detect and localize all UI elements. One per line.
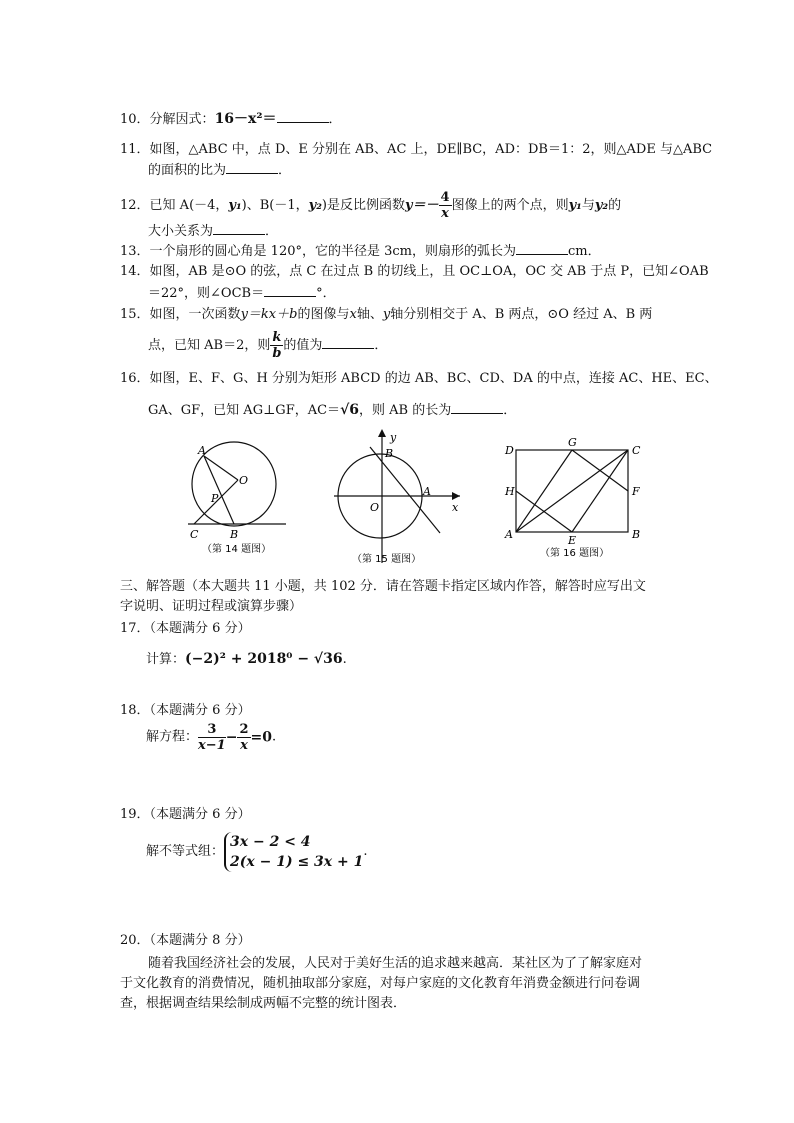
question-number: 16． [120,371,150,386]
question-text: 如图，一次函数 [149,307,241,322]
punct: . [342,652,347,667]
label-b: B [230,528,239,541]
fraction-denominator: x [240,738,248,753]
math-var: y₁ [228,198,242,213]
label-f: F [632,485,640,498]
question-text: 的图像与 [297,307,350,322]
fraction-denominator: x−1 [198,738,226,753]
label-o: O [239,474,249,487]
label-y: y [390,431,397,444]
question-text: GA、GF，已知 AG⊥GF，AC＝ [148,403,341,418]
fraction-denominator: b [272,346,282,361]
question-text: 已知 A(－4， [149,198,229,213]
question-20-text: 查，根据调查结果绘制成两幅不完整的统计图表． [120,996,407,1011]
question-text: 点，已知 AB＝2，则 [148,338,271,353]
label-g: G [568,436,577,449]
question-text: 与 [581,198,595,213]
fraction-denominator: x [441,206,449,221]
question-20-text: 随着我国经济社会的发展，人民对于美好生活的追求越来越高．某社区为了了解家庭对 [148,956,643,971]
math-var: x [349,307,357,322]
math-fraction [237,722,250,753]
question-text: 的面积的比为 [148,163,227,178]
section-heading-line2 [120,598,302,616]
label-p: P [211,492,219,505]
inequality-2: 2(x − 1) ≤ 3x + 1 [230,854,364,870]
punct: ． [265,224,279,239]
question-text: 解方程： [146,729,199,745]
question-text: )、B(－1， [241,198,309,213]
question-14-line2 [148,284,336,303]
math-var: y₂ [308,198,322,213]
math-operator: − [225,729,238,746]
figure-16 [502,436,652,562]
question-number: 14． [120,264,150,279]
figure-caption: （第 16 题图） [540,548,610,559]
math-var: y [382,307,391,322]
question-number: 12． [120,198,150,213]
label-b: B [632,528,641,541]
question-text: 轴、 [356,307,383,322]
question-16-line1 [120,370,718,388]
question-text: )是反比例函数 [321,198,405,213]
question-11-line2 [148,161,291,180]
answer-blank[interactable] [322,336,374,349]
y-axis-arrow [378,429,386,437]
math-var: y₁ [568,198,582,213]
question-number: 13． [120,244,150,259]
math-fraction [270,330,283,361]
question-text: 解不等式组： [146,844,225,859]
question-18-header: 18．（本题满分 6 分） [120,703,251,718]
label-x: x [452,501,459,514]
segment-ac [516,450,628,532]
math-var: y₂ [594,198,609,213]
segment-ag [516,450,572,532]
question-17-header: 17．（本题满分 6 分） [120,621,251,636]
question-text: 如图，E、F、G、H 分别为矩形 ABCD 的边 AB、BC、CD、DA 的中点，连接 AC、HE、EC、 [149,371,718,386]
math-expression: √6 [340,402,360,418]
answer-blank[interactable] [226,161,278,174]
answer-blank[interactable] [277,110,329,123]
question-11-line1 [120,141,712,159]
fraction-numerator: k [272,330,282,345]
label-a: A [505,528,513,541]
question-13 [120,242,601,261]
question-19-header: 19．（本题满分 6 分） [120,807,251,822]
question-10 [120,110,342,129]
question-text: ＝22°，则∠OCB＝ [148,286,265,301]
fraction-numerator: 2 [239,722,249,737]
question-20-text: 于文化教育的消费情况，随机抽取部分家庭，对每户家庭的文化教育年消费金额进行问卷调 [120,976,641,991]
answer-blank[interactable] [264,284,316,297]
question-text: 的 [608,198,622,213]
question-number: 15． [120,307,150,322]
question-text: 计算： [146,652,186,667]
math-expression: =0 [250,729,272,746]
label-a: A [198,444,206,457]
segment-ec [572,450,628,532]
math-expression: (−2)² + 2018⁰ − √36 [185,651,343,667]
x-axis-arrow [452,492,460,500]
section-text: 三、解答题（本大题共 11 小题，共 102 分．请在答题卡指定区域内作答，解答时应写出文 [120,579,646,594]
punct: . [271,729,277,745]
question-text: 一个扇形的圆心角是 120°，它的半径是 3cm，则扇形的弧长为 [149,244,517,259]
figure-caption: （第 15 题图） [352,554,422,565]
question-17-body [146,650,347,669]
inequality-system [224,832,363,872]
label-o: O [370,501,380,514]
question-text: ，则 AB 的长为 [359,403,452,418]
math-fraction [198,722,226,753]
section-heading [120,578,646,596]
section-text: 字说明、证明过程或演算步骤） [120,599,303,614]
question-14-line1 [120,263,709,281]
math-fraction [439,190,452,221]
label-h: H [505,485,515,498]
punct: cm． [568,244,601,259]
question-15-line2 [148,330,387,361]
label-e: E [568,534,577,547]
fraction-numerator: 4 [440,190,450,205]
question-text: 分解因式： [149,112,215,127]
punct: °． [316,286,336,301]
question-text: 轴分别相交于 A、B 两点，⊙O 经过 A、B 两 [390,307,653,322]
math-expression: y＝kx＋b [240,307,298,322]
question-text: 如图，△ABC 中，点 D、E 分别在 AB、AC 上，DE∥BC，AD：DB＝1：2，则△ADE 与△ABC [149,142,713,157]
question-text: 大小关系为 [148,224,214,239]
label-d: D [505,444,514,457]
punct: . [363,844,368,859]
question-12-line2 [148,222,278,241]
answer-blank[interactable] [451,401,503,414]
question-number: 10． [120,112,150,127]
figure-15 [330,425,470,567]
question-text: 图像上的两个点，则 [451,198,569,213]
label-c: C [632,444,641,457]
inequality-1: 3x − 2 < 4 [230,834,311,850]
question-19-body [146,832,368,872]
figure-14 [186,438,298,560]
answer-blank[interactable] [213,222,265,235]
punct: ． [374,338,388,353]
label-c: C [190,528,199,541]
math-expression: 16－x²＝ [214,111,277,127]
question-18-body [146,722,276,753]
label-b: B [385,447,394,460]
question-number: 11． [120,142,150,157]
question-12-line1 [120,190,621,221]
question-20-header: 20．（本题满分 8 分） [120,933,251,948]
fraction-numerator: 3 [198,722,226,738]
question-16-line2 [148,401,516,420]
answer-blank[interactable] [516,242,568,255]
label-a: A [423,485,431,498]
question-15-line1 [120,306,652,324]
figure-caption: （第 14 题图） [202,544,272,555]
punct: ． [503,403,517,418]
punct: ． [328,112,342,127]
punct: ． [278,163,292,178]
math-expression: y＝－ [404,198,439,213]
question-text: 如图，AB 是⊙O 的弦，点 C 在过点 B 的切线上，且 OC⊥OA，OC 交 AB 于点 P，已知∠OAB [149,264,709,279]
question-text: 的值为 [283,338,323,353]
